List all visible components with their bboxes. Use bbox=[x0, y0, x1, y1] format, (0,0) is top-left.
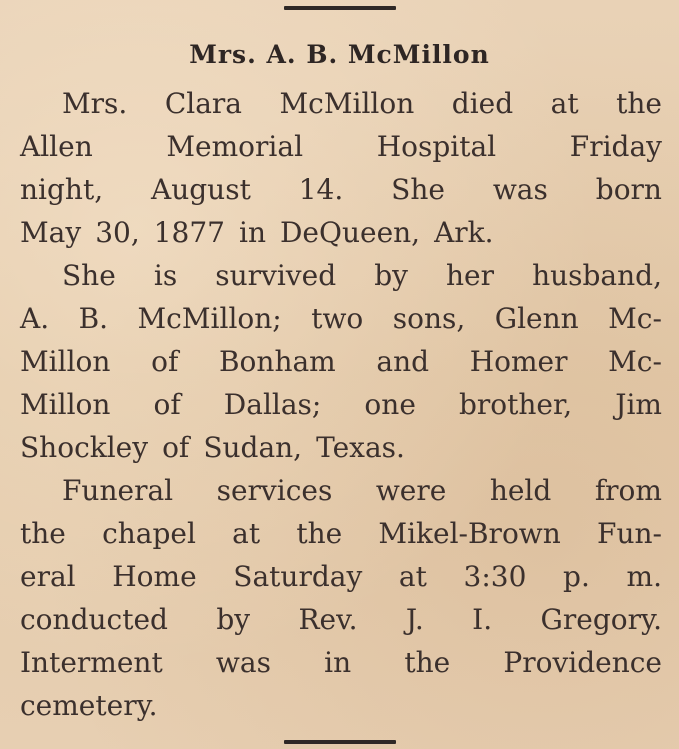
word: 14. bbox=[298, 173, 344, 206]
text-line bbox=[20, 641, 662, 684]
word: Mikel-Brown bbox=[378, 517, 561, 550]
word: brother, bbox=[458, 388, 573, 421]
text-line bbox=[20, 168, 662, 211]
word: the bbox=[404, 646, 451, 679]
word: services bbox=[216, 474, 333, 507]
text-line bbox=[20, 297, 662, 340]
word: Hospital bbox=[376, 130, 497, 163]
word: Friday bbox=[569, 130, 662, 163]
word: August bbox=[151, 173, 251, 206]
word: DeQueen, bbox=[279, 216, 421, 249]
word: McMillon; bbox=[137, 302, 282, 335]
word: was bbox=[492, 173, 548, 206]
headline: Mrs. A. B. McMillon bbox=[189, 40, 490, 69]
bottom-rule bbox=[284, 740, 396, 744]
text-line bbox=[20, 340, 662, 383]
word: died bbox=[451, 87, 514, 120]
word: eral bbox=[20, 560, 76, 593]
word: Mc- bbox=[608, 345, 662, 378]
word: Saturday bbox=[233, 560, 363, 593]
word: night, bbox=[20, 173, 104, 206]
word: from bbox=[594, 474, 662, 507]
word: of bbox=[153, 388, 181, 421]
text-line bbox=[20, 684, 662, 727]
word: Clara bbox=[164, 87, 242, 120]
word: were bbox=[375, 474, 447, 507]
word: at bbox=[232, 517, 261, 550]
text-line bbox=[20, 598, 662, 641]
word: conducted bbox=[20, 603, 168, 636]
word: Shockley bbox=[20, 431, 149, 464]
word: of bbox=[162, 431, 190, 464]
text-line bbox=[20, 469, 662, 512]
word: Sudan, bbox=[203, 431, 303, 464]
text-line bbox=[20, 211, 662, 254]
word: m. bbox=[626, 560, 662, 593]
word: She bbox=[391, 173, 445, 206]
word: Home bbox=[112, 560, 197, 593]
word: 1877 bbox=[153, 216, 225, 249]
word: cemetery. bbox=[20, 689, 158, 722]
word: Rev. bbox=[298, 603, 358, 636]
word: in bbox=[238, 216, 266, 249]
word: survived bbox=[215, 259, 337, 292]
word: Ark. bbox=[434, 216, 494, 249]
word: Homer bbox=[469, 345, 568, 378]
article-body bbox=[20, 82, 662, 727]
word: and bbox=[376, 345, 430, 378]
word: Memorial bbox=[166, 130, 304, 163]
word: Dallas; bbox=[223, 388, 322, 421]
word: Millon bbox=[20, 388, 111, 421]
word: Glenn bbox=[494, 302, 579, 335]
word: Funeral bbox=[62, 474, 174, 507]
word: her bbox=[446, 259, 494, 292]
word: p. bbox=[563, 560, 590, 593]
word: Texas. bbox=[316, 431, 405, 464]
word: I. bbox=[472, 603, 493, 636]
word: is bbox=[153, 259, 178, 292]
word: in bbox=[324, 646, 352, 679]
text-line bbox=[20, 426, 662, 469]
word: 30, bbox=[95, 216, 140, 249]
word: by bbox=[374, 259, 408, 292]
word: McMillon bbox=[279, 87, 415, 120]
word: the bbox=[296, 517, 343, 550]
word: Bonham bbox=[218, 345, 336, 378]
word: two bbox=[311, 302, 364, 335]
text-line bbox=[20, 82, 662, 125]
word: held bbox=[489, 474, 552, 507]
word: by bbox=[216, 603, 251, 636]
word: May bbox=[20, 216, 82, 249]
word: 3:30 bbox=[463, 560, 527, 593]
word: Gregory. bbox=[540, 603, 662, 636]
text-line bbox=[20, 125, 662, 168]
word: A. bbox=[20, 302, 50, 335]
word: was bbox=[215, 646, 271, 679]
word: She bbox=[62, 259, 116, 292]
text-line bbox=[20, 254, 662, 297]
word: at bbox=[550, 87, 579, 120]
word: born bbox=[595, 173, 662, 206]
word: B. bbox=[78, 302, 109, 335]
word: the bbox=[616, 87, 662, 120]
word: J. bbox=[405, 603, 424, 636]
word: Providence bbox=[503, 646, 662, 679]
word: Mrs. bbox=[62, 87, 128, 120]
top-rule bbox=[284, 6, 396, 10]
word: Jim bbox=[615, 388, 662, 421]
word: sons, bbox=[392, 302, 466, 335]
text-line bbox=[20, 512, 662, 555]
word: one bbox=[364, 388, 416, 421]
text-line bbox=[20, 555, 662, 598]
word: Allen bbox=[20, 130, 93, 163]
word: Mc- bbox=[608, 302, 662, 335]
word: Millon bbox=[20, 345, 111, 378]
word: husband, bbox=[532, 259, 662, 292]
word: chapel bbox=[102, 517, 196, 550]
word: Fun- bbox=[597, 517, 662, 550]
word: of bbox=[151, 345, 179, 378]
word: the bbox=[20, 517, 66, 550]
word: at bbox=[398, 560, 427, 593]
text-line bbox=[20, 383, 662, 426]
word: Interment bbox=[20, 646, 163, 679]
